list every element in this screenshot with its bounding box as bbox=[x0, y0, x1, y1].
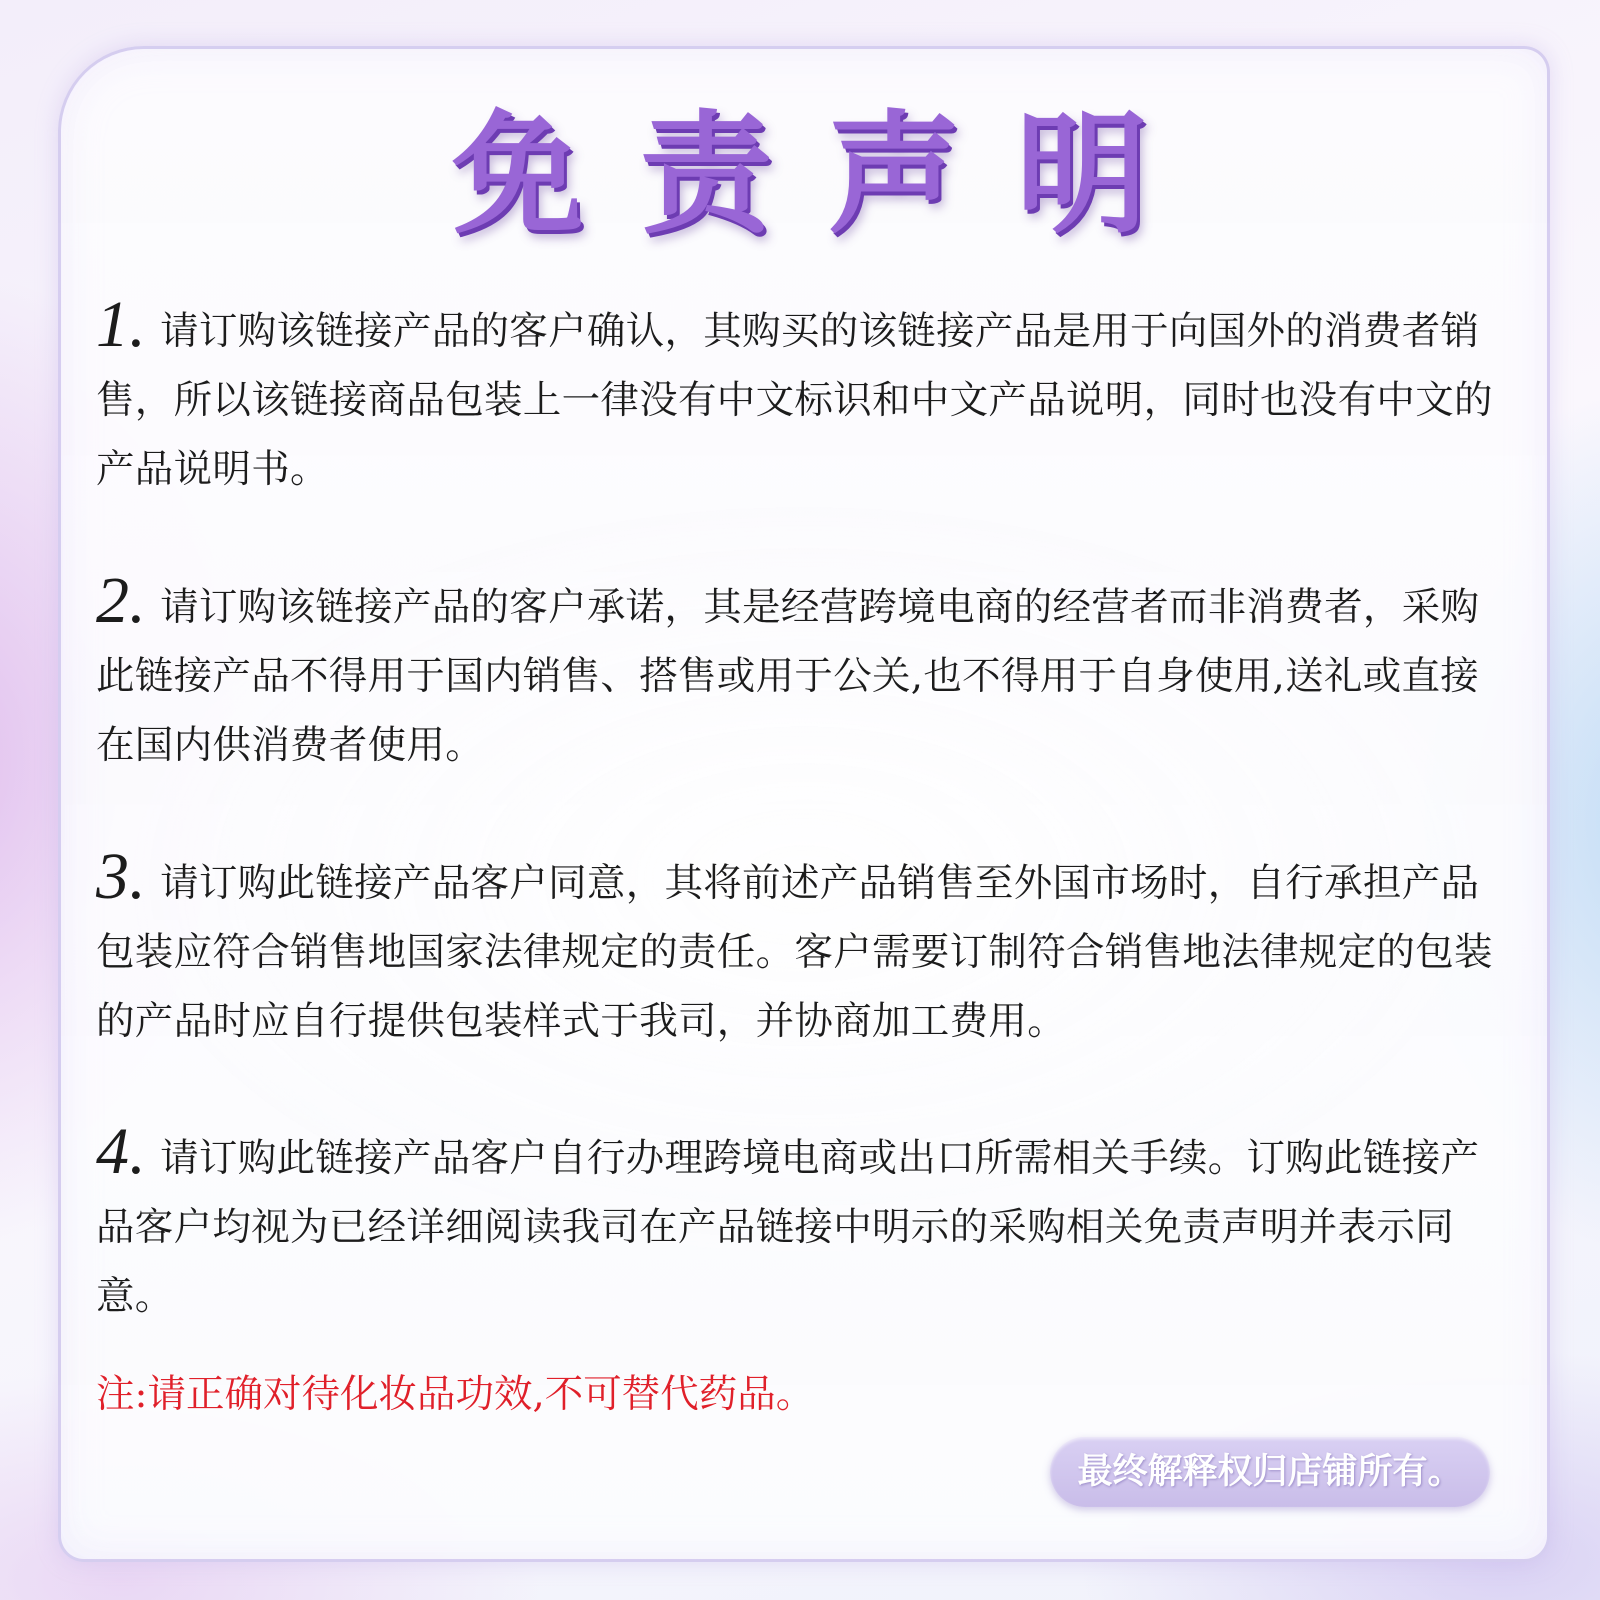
item-number: 4. bbox=[96, 1115, 147, 1188]
item-text: 请订购此链接产品客户自行办理跨境电商或出口所需相关手续。订购此链接产品客户均视为已经详细阅读我司在产品链接中明示的采购相关免责声明并表示同意。 bbox=[96, 1136, 1480, 1319]
footer-badge: 最终解释权归店铺所有。 bbox=[1050, 1437, 1490, 1507]
page-title: 免责声明 bbox=[452, 97, 1204, 252]
warning-note: 注:请正确对待化妆品功效,不可替代药品。 bbox=[96, 1372, 815, 1417]
item-number: 2. bbox=[96, 564, 147, 637]
item-number: 3. bbox=[96, 840, 147, 913]
content-card bbox=[58, 46, 1550, 1562]
item-text: 请订购此链接产品客户同意，其将前述产品销售至外国市场时，自行承担产品包装应符合销售地国家法律规定的责任。客户需要订制符合销售地法律规定的包装的产品时应自行提供包装样式于我司，并协商加工费用。 bbox=[96, 861, 1493, 1044]
item-text: 请订购该链接产品的客户确认，其购买的该链接产品是用于向国外的消费者销售，所以该链接商品包装上一律没有中文标识和中文产品说明，同时也没有中文的产品说明书。 bbox=[96, 309, 1493, 492]
disclaimer-item-1 bbox=[96, 290, 1511, 504]
item-text: 请订购该链接产品的客户承诺，其是经营跨境电商的经营者而非消费者，采购此链接产品不得用于国内销售、搭售或用于公关,也不得用于自身使用,送礼或直接在国内供消费者使用。 bbox=[96, 585, 1480, 768]
item-number: 1. bbox=[96, 288, 147, 361]
disclaimer-item-3 bbox=[96, 842, 1511, 1056]
disclaimer-item-2 bbox=[96, 566, 1511, 780]
disclaimer-item-4 bbox=[96, 1117, 1511, 1331]
